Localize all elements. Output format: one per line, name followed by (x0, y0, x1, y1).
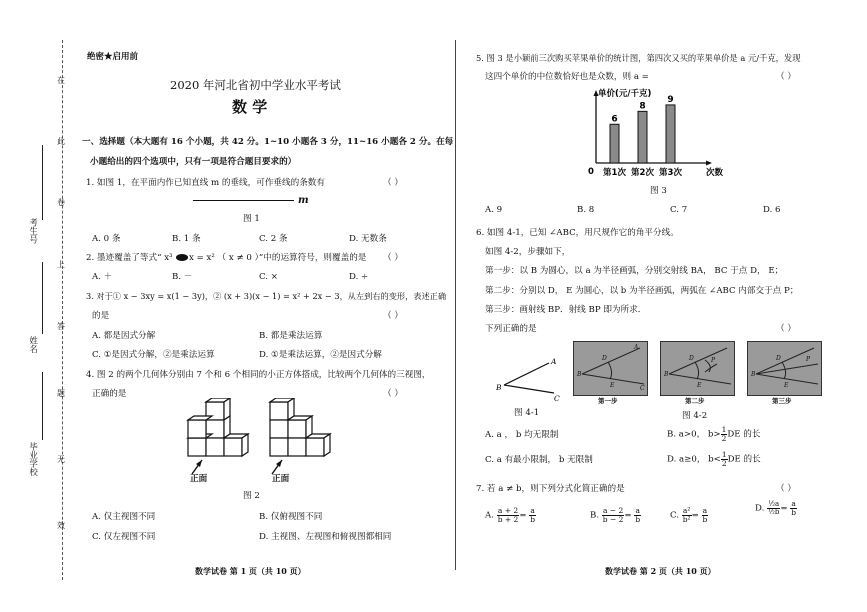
q6-option-b-text: B. a>0， b> (667, 429, 721, 440)
q3-option-d[interactable]: D. ①是乘法运算，②是因式分解 (259, 350, 382, 360)
svg-text:P: P (711, 357, 716, 364)
q3-stem: 3. 对于① x − 3xy = x(1 − 3y)，② (x + 3)(x − 1) = x² + 2x − 3，从左到右的变形，表述正确 (86, 291, 447, 301)
q1-option-a[interactable]: A. 0 条 (92, 234, 121, 244)
fraction: $\frac{a}{b}$ (635, 506, 641, 524)
half-fraction: $\frac{1}{2}$ (721, 425, 727, 443)
exam-title: 2020 年河北省初中学业水平考试 (170, 78, 341, 92)
bar (610, 124, 619, 163)
q4-stem-cont: 正确的是 (92, 389, 127, 399)
exam-number-label: 考生号 (27, 218, 38, 244)
svg-text:D: D (776, 355, 781, 362)
fig1-caption: 图 1 (243, 214, 260, 224)
front-label-right: 正面 (272, 474, 290, 484)
option-letter: B. (590, 510, 600, 521)
q7-option-d[interactable] (755, 500, 797, 516)
y-axis-label: 单价(元/千克) (598, 89, 652, 99)
q6-option-a[interactable]: A. a ， b 均无限制 (485, 430, 559, 440)
q4-option-a[interactable]: A. 仅主视图不同 (92, 512, 156, 522)
q2-stem-start: 2. 墨迹覆盖了等式“ x³ (86, 253, 173, 263)
q4-stem: 4. 图 2 的两个几何体分别由 7 个和 6 个相同的小正方体搭成，比较两个几何体的三视图， (86, 370, 431, 380)
step1-caption: 第一步 (598, 397, 618, 405)
equals-sign: = (519, 510, 530, 521)
half-fraction: $\frac{1}{2}$ (721, 450, 727, 468)
svg-text:E: E (697, 382, 702, 389)
binding-dashed-line (62, 40, 63, 580)
bar (666, 105, 675, 163)
q4-option-b[interactable]: B. 仅俯视图不同 (259, 512, 323, 522)
seal-char: 效 (57, 521, 65, 530)
q4-option-c[interactable]: C. 仅左视图不同 (92, 532, 156, 542)
svg-text:D: D (602, 355, 607, 362)
q6-step0: 如图 4-2，步骤如下， (485, 247, 571, 257)
q7-option-b[interactable] (590, 507, 641, 523)
step1-photo (573, 341, 648, 396)
equals-sign: = (780, 503, 791, 514)
svg-text:A: A (634, 344, 639, 351)
fig2-solid-right (262, 398, 332, 480)
fraction: $\frac{a + 2}{b + 2}$ (497, 506, 519, 524)
seal-char: 在 (57, 76, 65, 85)
section1-heading-cont: 小题给出的四个选项中，只有一项是符合题目要求的） (90, 157, 297, 167)
name-label: 姓名 (27, 336, 38, 353)
q1-option-d[interactable]: D. 无数条 (349, 234, 387, 244)
origin-label: 0 (588, 167, 594, 177)
step2-caption: 第二步 (685, 397, 705, 405)
q2-option-d[interactable]: D. ÷ (349, 272, 369, 282)
bar (638, 111, 647, 163)
step3-caption: 第三步 (772, 397, 792, 405)
line-m-label: m (298, 195, 309, 206)
fraction: $\frac{a}{b}$ (530, 506, 536, 524)
fraction: $\frac{\text{a²}}{\text{b²}}$ (682, 506, 691, 524)
step3-photo (747, 341, 822, 396)
q5-option-b[interactable]: B. 8 (577, 205, 595, 215)
q3-answer-paren[interactable]: （ ） (383, 311, 403, 321)
q5-option-c[interactable]: C. 7 (670, 205, 688, 215)
page1-footer: 数学试卷 第 1 页（共 10 页） (195, 566, 306, 576)
page-divider (455, 40, 456, 570)
point-a-label: A (551, 357, 557, 366)
q1-option-b[interactable]: B. 1 条 (172, 234, 201, 244)
category-tick-label: 第2次 (631, 168, 654, 178)
svg-text:B: B (664, 371, 669, 378)
q6-step1: 第一步：以 B 为圆心，以 a 为半径画弧，分别交射线 BA， BC 于点 D， E； (485, 266, 784, 276)
q7-option-a[interactable] (485, 507, 536, 523)
q1-answer-paren[interactable]: （ ） (383, 178, 403, 188)
q7-stem: 7. 若 a ≠ b，则下列分式化简正确的是 (476, 484, 625, 494)
bar-value-label: 8 (639, 101, 646, 112)
ink-blot-icon (176, 254, 188, 261)
seal-char: 卷 (57, 198, 65, 207)
q3-option-b[interactable]: B. 都是乘法运算 (259, 331, 323, 341)
bar-value-label: 6 (611, 114, 618, 125)
equals-sign: = (691, 510, 702, 521)
svg-text:B: B (751, 371, 756, 378)
q6-option-d-text: D. a≥0， b< (667, 454, 721, 465)
seal-char: 上 (57, 260, 65, 269)
q7-answer-paren[interactable]: （ ） (776, 484, 796, 494)
school-label: 毕业学校 (27, 442, 38, 476)
seal-char: 此 (57, 137, 65, 146)
q7-option-c[interactable] (670, 507, 708, 523)
x-axis-arrow-icon (706, 161, 712, 166)
q5-answer-paren[interactable]: （ ） (776, 72, 796, 82)
fig42-caption: 图 4-2 (682, 411, 708, 421)
line-m (193, 200, 294, 201)
x-axis-label: 次数 (706, 168, 724, 178)
q6-answer-paren[interactable]: （ ） (776, 324, 796, 334)
category-tick-label: 第1次 (603, 168, 626, 178)
exam-number-field[interactable] (42, 145, 43, 220)
q3-stem-cont: 的是 (92, 311, 110, 321)
confidential-mark: 绝密★启用前 (87, 52, 139, 62)
seal-char: 无 (57, 455, 65, 464)
q1-stem: 1. 如图 1，在平面内作已知直线 m 的垂线，可作垂线的条数有 (86, 178, 325, 188)
q4-answer-paren[interactable]: （ ） (383, 389, 403, 399)
q6-step3: 第三步：画射线 BP．射线 BP 即为所求． (485, 305, 647, 315)
front-label-left: 正面 (190, 474, 208, 484)
fig2-solid-left (180, 398, 250, 480)
point-b-label: B (496, 383, 502, 392)
q4-option-d[interactable]: D. 主视图、左视图和俯视图都相同 (259, 532, 392, 542)
q3-option-a[interactable]: A. 都是因式分解 (92, 331, 156, 341)
fraction: $\frac{a}{b}$ (702, 506, 708, 524)
fig41-caption: 图 4-1 (514, 408, 540, 418)
q2-option-c[interactable]: C. × (259, 272, 278, 282)
q6-stem: 6. 如图 4-1，已知 ∠ABC，用尺规作它的角平分线。 (476, 228, 679, 238)
fraction: $\frac{a}{b}$ (791, 499, 797, 517)
q5-stem: 5. 图 3 是小颖前三次购买苹果单价的统计图，第四次又买的苹果单价是 a 元/千克，发现 (476, 53, 801, 63)
q6-option-d[interactable] (667, 451, 761, 467)
q6-option-b-tail: DE 的长 (727, 429, 761, 440)
fig2-caption: 图 2 (243, 491, 260, 501)
svg-text:B: B (577, 371, 582, 378)
seal-char: 答 (57, 322, 65, 331)
fig3-caption: 图 3 (650, 186, 667, 196)
q2-answer-paren[interactable]: （ ） (383, 253, 403, 263)
section1-heading: 一、选择题（本大题有 16 个小题，共 42 分。1~10 小题各 3 分，11~16 小题各 2 分。在每 (82, 137, 454, 147)
svg-text:P: P (806, 356, 811, 363)
q2-option-b[interactable]: B. － (172, 272, 193, 282)
q5-option-a[interactable]: A. 9 (485, 205, 503, 215)
q5-stem-cont: 这四个单价的中位数恰好也是众数，则 a = (485, 72, 649, 82)
bar-value-label: 9 (667, 94, 674, 105)
fig41-angle (494, 355, 562, 403)
equals-sign: = (624, 510, 635, 521)
svg-text:D: D (689, 355, 694, 362)
school-field[interactable] (42, 372, 43, 440)
q6-step2: 第二步：分别以 D， E 为圆心，以 b 为半径画弧，两弧在 ∠ABC 内部交于点 P； (485, 286, 799, 296)
page2-footer: 数学试卷 第 2 页（共 10 页） (605, 566, 716, 576)
q6-option-b[interactable] (667, 426, 760, 442)
svg-text:E: E (784, 382, 789, 389)
q5-option-d[interactable]: D. 6 (763, 205, 781, 215)
q1-option-c[interactable]: C. 2 条 (259, 234, 288, 244)
q6-option-c[interactable]: C. a 有最小限制， b 无限制 (485, 455, 593, 465)
seal-char: 题 (57, 389, 65, 398)
price-bar-chart (588, 86, 738, 182)
option-letter: D. (755, 503, 765, 514)
q3-option-c[interactable]: C. ①是因式分解，②是乘法运算 (92, 350, 215, 360)
category-tick-label: 第3次 (659, 168, 682, 178)
step2-photo (660, 341, 735, 396)
name-field[interactable] (42, 262, 43, 334)
option-letter: A. (485, 510, 494, 521)
subject-title: 数 学 (232, 98, 268, 116)
svg-text:E: E (610, 382, 615, 389)
q2-option-a[interactable]: A. ＋ (92, 272, 113, 282)
svg-text:C: C (640, 385, 645, 392)
fraction: $\frac{a - 2}{b - 2}$ (602, 506, 624, 524)
point-c-label: C (554, 394, 560, 403)
q6-option-d-tail: DE 的长 (727, 454, 761, 465)
q2-stem-end: x = x² （ x ≠ 0 ）”中的运算符号，则覆盖的是 (189, 253, 367, 263)
option-letter: C. (670, 510, 680, 521)
q6-prompt: 下列正确的是 (485, 324, 537, 334)
fraction: $\frac{\text{½a}}{\text{½b}}$ (768, 499, 780, 516)
